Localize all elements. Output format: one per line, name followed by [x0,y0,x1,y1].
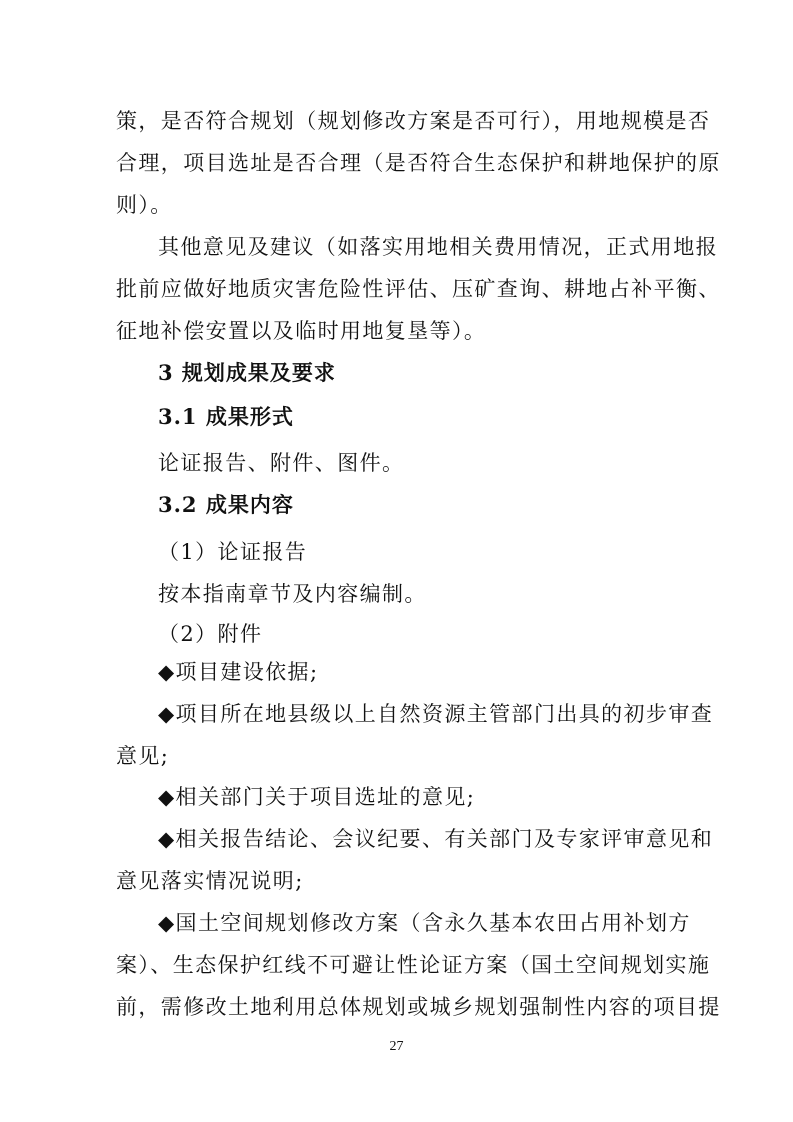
section-heading: 3 规划成果及要求 [158,360,336,385]
list-label: （2）附件 [158,622,263,646]
paragraph-line: 批前应做好地质灾害危险性评估、压矿查询、耕地占补平衡、 [116,277,721,301]
paragraph-line: 按本指南章节及内容编制。 [158,582,427,606]
bullet-item: ◆项目所在地县级以上自然资源主管部门出具的初步审查 [158,702,714,726]
paragraph-line: 案）、生态保护红线不可避让性论证方案（国土空间规划实施 [116,953,711,977]
subsection-heading: 3.2 成果内容 [158,492,294,517]
bullet-item: ◆相关报告结论、会议纪要、有关部门及专家评审意见和 [158,827,714,851]
paragraph-line: 合理，项目选址是否合理（是否符合生态保护和耕地保护的原 [116,151,721,175]
paragraph-line: 意见; [116,744,170,768]
paragraph-line: 则）。 [116,193,173,217]
paragraph-line: 其他意见及建议（如落实用地相关费用情况，正式用地报 [158,235,718,259]
bullet-item: ◆项目建设依据; [158,660,319,684]
list-label: （1）论证报告 [158,540,308,564]
page-number: 27 [389,1039,404,1054]
paragraph-line: 意见落实情况说明; [116,869,304,893]
paragraph-line: 征地补偿安置以及临时用地复垦等）。 [116,319,487,343]
paragraph-line: 前，需修改土地利用总体规划或城乡规划强制性内容的项目提 [116,995,721,1019]
paragraph-line: 论证报告、附件、图件。 [158,451,405,475]
bullet-item: ◆国土空间规划修改方案（含永久基本农田占用补划方 [158,911,691,935]
subsection-heading: 3.1 成果形式 [158,404,294,429]
paragraph-line: 策，是否符合规划（规划修改方案是否可行），用地规模是否 [116,109,711,133]
bullet-item: ◆相关部门关于项目选址的意见; [158,785,476,809]
